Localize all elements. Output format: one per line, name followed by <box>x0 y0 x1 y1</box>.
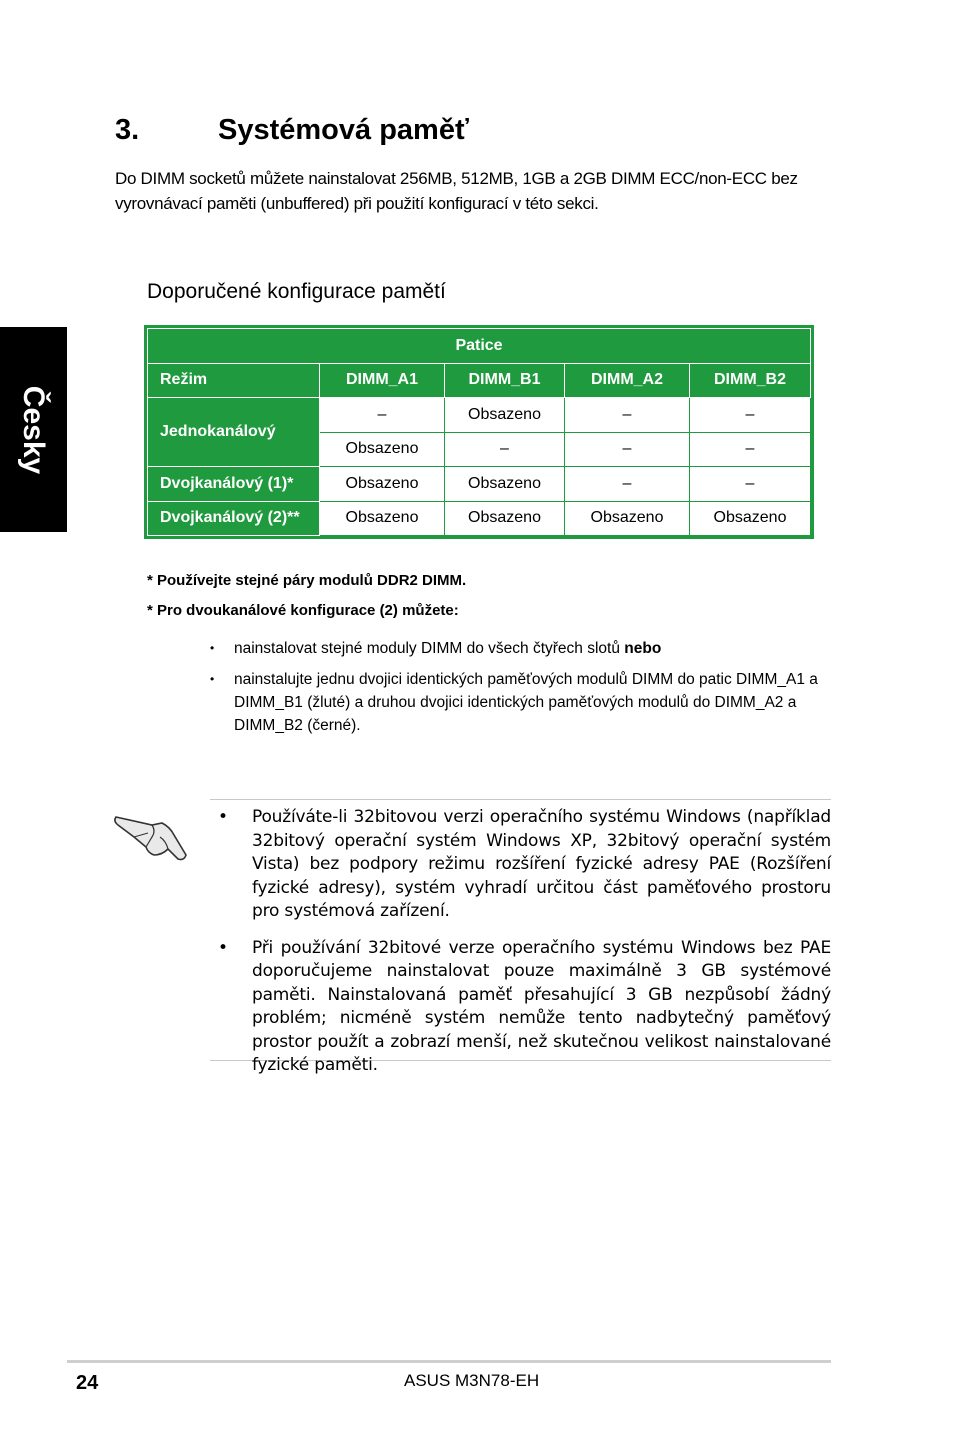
table-cell: – <box>320 398 445 433</box>
info-item-text: Při používání 32bitové verze operačního systému Windows bez PAE doporučujeme nainstalovat pouze maximálně 3 GB systémové paměti. Nainstalovaná paměť přesahující 3 GB nezpůsobí žádný problém; nicméně systém nemůže tento nadbytečný paměťový prostor použít a zobrazí menší, než skutečnou velikost nainstalované fyzické paměti. <box>252 937 831 1075</box>
section-number: 3. <box>115 114 140 146</box>
table-cell: Obsazeno <box>445 467 565 502</box>
table-notes <box>147 571 466 631</box>
table-cell: Obsazeno <box>565 501 690 536</box>
table-cell: – <box>690 398 811 433</box>
column-header: DIMM_A1 <box>320 363 445 398</box>
list-item-text: nainstalovat stejné moduly DIMM do všech čtyřech slotů <box>234 640 625 657</box>
table-row <box>148 398 811 433</box>
column-header: DIMM_B1 <box>445 363 565 398</box>
row-label-dual-1: Dvojkanálový (1)* <box>148 467 320 502</box>
section-title: Systémová paměť <box>218 114 469 146</box>
info-note-box <box>210 799 831 1075</box>
info-item <box>210 937 831 1078</box>
memory-config-table <box>147 328 811 536</box>
pointing-hand-icon <box>112 805 190 863</box>
info-item-text: Používáte-li 32bitovou verzi operačního systému Windows (například 32bitový operační systém Windows XP, 32bitový operační systém Vista) bez podpory režimu rozšíření fyzické adresy PAE (Rozšíření fyzické adresy), systém vyhradí určitou část paměťového prostoru pro systémová zařízení. <box>252 807 831 921</box>
info-item <box>210 806 831 924</box>
table-subtitle: Doporučené konfigurace pamětí <box>147 280 446 303</box>
row-label-single: Jednokanálový <box>148 398 320 467</box>
table-cell: – <box>565 432 690 467</box>
table-row <box>148 501 811 536</box>
language-tab-label: Česky <box>17 385 51 474</box>
dual-channel-options <box>210 637 830 745</box>
page-number: 24 <box>76 1372 99 1394</box>
note-dual-channel: * Pro dvoukanálové konfigurace (2) můžete: <box>147 602 459 619</box>
table-cell: Obsazeno <box>690 501 811 536</box>
table-cell: Obsazeno <box>320 432 445 467</box>
bullet: • <box>210 641 215 655</box>
footer-divider <box>67 1360 831 1363</box>
table-cell: – <box>565 467 690 502</box>
bullet: • <box>218 937 228 958</box>
table-cell: – <box>690 467 811 502</box>
table-header-row <box>148 363 811 398</box>
row-label-dual-2: Dvojkanálový (2)** <box>148 501 320 536</box>
language-tab <box>0 327 67 532</box>
mode-header-cell: Režim <box>148 363 320 398</box>
table-cell: Obsazeno <box>445 501 565 536</box>
product-name: ASUS M3N78-EH <box>404 1371 540 1390</box>
bullet: • <box>218 807 228 827</box>
table-cell: Obsazeno <box>320 467 445 502</box>
column-header: DIMM_B2 <box>690 363 811 398</box>
list-item-text: nainstalujte jednu dvojici identických paměťových modulů DIMM do patic DIMM_A1 a DIMM_B1 (žluté) a druhou dvojici identických paměťových modulů do DIMM_A2 a DIMM_B2 (černé). <box>234 671 818 734</box>
table-group-header-row <box>148 329 811 364</box>
note-ddr2-pairs: * Používejte stejné páry modulů DDR2 DIMM. <box>147 572 467 589</box>
list-item <box>210 668 830 737</box>
bullet: • <box>210 672 215 686</box>
list-item-bold: nebo <box>624 640 662 657</box>
table-cell: Obsazeno <box>445 398 565 433</box>
intro-paragraph: Do DIMM socketů můžete nainstalovat 256MB, 512MB, 1GB a 2GB DIMM ECC/non-ECC bez vyrovnávací paměti (unbuffered) při použití konfigurací v této sekci. <box>115 169 798 213</box>
table-cell: Obsazeno <box>320 501 445 536</box>
list-item <box>210 637 830 660</box>
table-row <box>148 467 811 502</box>
table-cell: – <box>690 432 811 467</box>
table-cell: – <box>445 432 565 467</box>
column-header: DIMM_A2 <box>565 363 690 398</box>
table-cell: – <box>565 398 690 433</box>
group-header-cell: Patice <box>148 329 811 364</box>
